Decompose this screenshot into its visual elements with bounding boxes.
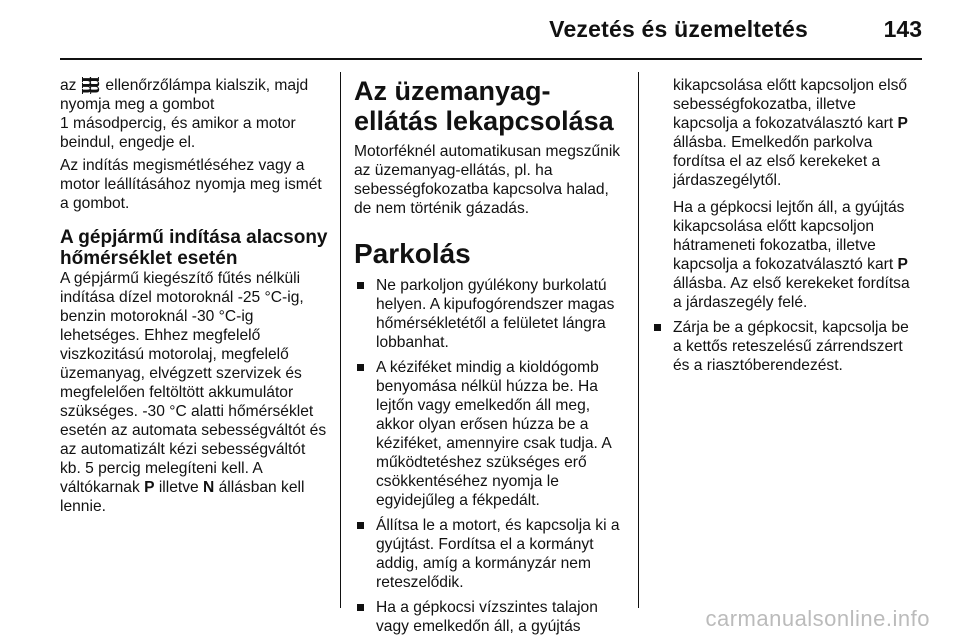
list-item: [651, 318, 921, 375]
text-segment: Ha a gépkocsi lejtőn áll, a gyújtás kikapcsolása előtt kapcsoljon hátrameneti fokozatba, illetve kapcsolja a fokozatválasztó kart: [673, 199, 905, 273]
gear-position-p: P: [897, 115, 908, 132]
bullet-square-icon: [357, 364, 364, 371]
list-item: [354, 516, 626, 592]
list-item-text: Ne parkoljon gyúlékony burkolatú helyen. A kipufogórendszer magas hőmérsékletétől a felületet lángra lobbanhat.: [376, 277, 615, 351]
list-item-text: A kéziféket mindig a kioldógomb benyomása nélkül húzza be. Ha lejtőn vagy emelkedőn áll meg, akkor olyan erősen húzza be a kéziféket, amennyire csak tudja. A működtetéshez szükséges erő csökkentéséhez nyomja le egyidejűleg a fékpedált.: [376, 359, 611, 509]
gear-position-n: N: [203, 479, 215, 496]
bullet-square-icon: [357, 282, 364, 289]
list-item-text: Állítsa le a motort, és kapcsolja ki a gyújtást. Fordítsa el a kormányt addig, amíg a kormányzár nem reteszelődik.: [376, 517, 620, 591]
list-item-text: Zárja be a gépkocsit, kapcsolja be a kettős reteszelésű zárrendszert és a riasztóberendezést.: [673, 319, 909, 374]
fuel-cutoff-heading: Az üzemanyag-ellátás lekapcsolása: [354, 76, 614, 136]
gear-position-p: P: [144, 479, 155, 496]
header-rule: [60, 58, 922, 60]
column-1: [60, 76, 328, 516]
bullet-square-icon: [357, 604, 364, 611]
page-header-title: Vezetés és üzemeltetés: [549, 16, 808, 42]
text-segment: kikapcsolása előtt kapcsoljon első sebességfokozatba, illetve kapcsolja a fokozatválasztó kart: [673, 77, 908, 132]
paragraph-glow-indicator: [60, 76, 328, 152]
paragraph-fuel-cutoff: Motorféknél automatikusan megszűnik az üzemanyag-ellátás, pl. ha sebességfokozatba kapcsolva halad, de nem történik gázadás.: [354, 143, 621, 217]
paragraph-downhill: [651, 198, 921, 312]
gear-position-p: P: [897, 256, 908, 273]
text-segment: állásba. Az első kerekeket fordítsa a járdaszegély felé.: [673, 275, 910, 311]
paragraph-continued-flat: [651, 76, 921, 190]
text-segment: illetve: [154, 479, 204, 496]
column-3: [651, 76, 921, 375]
parking-list: [354, 276, 626, 636]
column-divider-2: [638, 72, 639, 608]
bullet-square-icon: [654, 324, 661, 331]
glow-plug-icon: ᴟᴟ: [80, 75, 98, 95]
cold-start-heading: A gépjármű indítása alacsony hőmérséklet esetén: [60, 227, 328, 269]
watermark: carmanualsonline.info: [705, 606, 930, 631]
bullet-square-icon: [357, 522, 364, 529]
text-segment: az: [60, 77, 81, 94]
page-number: 143: [883, 16, 922, 42]
paragraph-restart: Az indítás megismétléséhez vagy a motor leállításához nyomja meg ismét a gombot.: [60, 157, 322, 212]
text-segment: A gépjármű kiegészítő fűtés nélküli indítása dízel motoroknál -25 °C-ig, benzin motoroknál -30 °C-ig lehetséges. Ehhez megfelelő viszkozitású motorolaj, megfelelő üzemanyag, elvégzett szervizek és megfelelően feltöltött akkumulátor szükséges. -30 °C alatti hőmérséklet esetén az automata sebességváltót és az automatizált kézi sebességváltót kb. 5 percig melegíteni kell. A váltókarnak: [60, 270, 327, 496]
column-2: [354, 76, 626, 636]
list-item: [354, 598, 626, 636]
list-item: [354, 276, 626, 352]
list-item: [354, 358, 626, 510]
text-segment: állásba. Emelkedőn parkolva fordítsa el az első kerekeket a járdaszegélytől.: [673, 134, 881, 189]
text-segment: ellenőrzőlámpa kialszik, majd nyomja meg a gombot 1 másodpercig, és amikor a motor beindul, engedje el.: [60, 77, 309, 151]
paragraph-cold-start: [60, 269, 328, 516]
list-item-text: Ha a gépkocsi vízszintes talajon vagy emelkedőn áll, a gyújtás: [376, 599, 598, 635]
column-divider-1: [340, 72, 341, 608]
parking-list-continued: [651, 318, 921, 375]
text-segment: állásban kell lennie.: [60, 479, 305, 515]
parking-heading: Parkolás: [354, 238, 471, 269]
